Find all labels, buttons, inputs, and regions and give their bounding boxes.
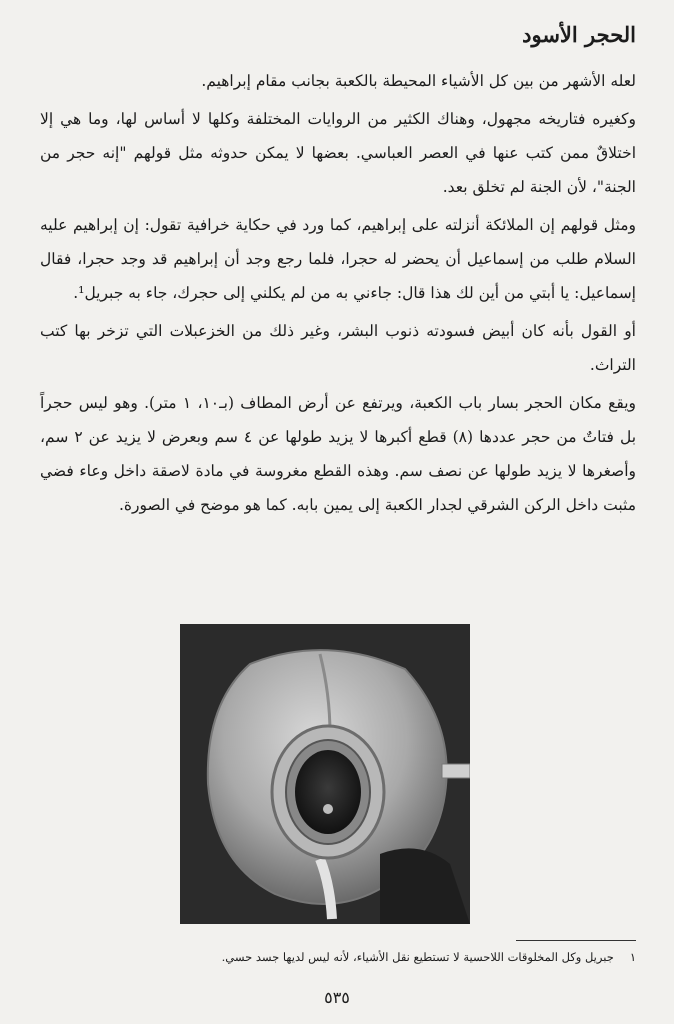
- paragraph: ومثل قولهم إن الملائكة أنزلته على إبراهيم، كما ورد في حكاية خرافية تقول: إن إبراهيم عليه السلام طلب من إسماعيل أن يحضر له حجرا، فلما رجع وجد أن إبراهيم قد وجد حجرا، فقال إسماعيل: يا أبتي من أين لك هذا قال: جاءني به من لم يكلني إلى حجرك، جاء به جبريل¹.: [40, 216, 636, 302]
- paragraph: ويقع مكان الحجر بسار باب الكعبة، ويرتفع عن أرض المطاف (بـ١٠، ١ متر). وهو ليس حجراً بل فتاتٌ من حجر عددها (٨) قطع أكبرها لا يزيد طولها عن ٤ سم وبعرض لا يزيد عن ٢ سم، وأصغرها لا يزيد طولها عن نصف سم. وهذه القطع مغروسة في مادة لاصقة داخل وعاء فضي مثبت داخل الركن الشرقي لجدار الكعبة إلى يمين بابه. كما هو موضح في الصورة.: [40, 394, 637, 514]
- black-stone-illustration: [180, 624, 470, 924]
- footnote-text: جبريل وكل المخلوقات اللاحسية لا تستطيع نقل الأشياء، لأنه ليس لديها جسد حسي.: [221, 950, 614, 964]
- page-number: ٥٣٥: [324, 988, 350, 1007]
- paragraph: لعله الأشهر من بين كل الأشياء المحيطة بالكعبة بجانب مقام إبراهيم.: [201, 72, 636, 90]
- footnote-divider: [516, 940, 636, 941]
- footnote: [40, 948, 636, 966]
- footnote-number: ١: [629, 950, 636, 964]
- paragraph: وكغيره فتاريخه مجهول، وهناك الكثير من الروايات المختلفة وكلها لا أساس لها، وما هي إلا اختلاقٌ ممن كتب عنها في العصر العباسي. بعضها لا يمكن حدوثه مثل قولهم "إنه حجر من الجنة"، لأن الجنة لم تخلق بعد.: [40, 110, 636, 196]
- paragraph: أو القول بأنه كان أبيض فسودته ذنوب البشر، وغير ذلك من الخزعبلات التي تزخر بها كتب التراث.: [40, 322, 636, 374]
- black-stone-photo: [180, 624, 470, 924]
- page-title: الحجر الأسود: [522, 22, 636, 47]
- body-text: [40, 64, 636, 526]
